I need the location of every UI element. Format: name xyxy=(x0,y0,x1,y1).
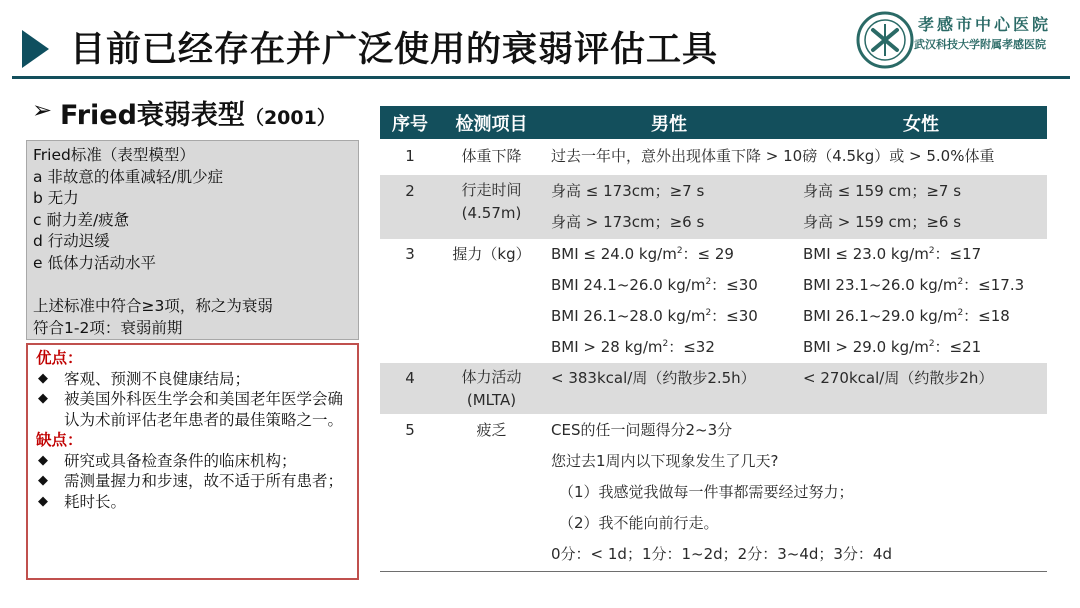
cell-male xyxy=(543,239,795,363)
cell-item: 疲乏 xyxy=(440,414,543,572)
title-arrow-icon xyxy=(22,30,49,68)
list-item: ◆ 耗时长。 xyxy=(38,492,127,511)
bmi-line: BMI > 28 $kg/m^2$：≤32 xyxy=(551,338,715,356)
criterion-item: d 行动迟缓 xyxy=(33,232,110,250)
pros-cons-box xyxy=(26,343,359,580)
diamond-bullet-icon: ◆ xyxy=(38,452,48,468)
conclusion-prefrail: 符合1-2项：衰弱前期 xyxy=(33,318,183,337)
cell-female: 身高 ≤ 159 cm；≥7 s 身高 > 159 cm；≥6 s xyxy=(795,175,1047,239)
pros-label: 优点： xyxy=(36,349,83,367)
section-title-text: Fried衰弱表型 xyxy=(60,100,245,131)
spacer xyxy=(33,274,352,296)
hospital-name: 孝感市中心医院 xyxy=(918,15,1052,34)
cell-item: 行走时间 (4.57m) xyxy=(440,175,543,239)
list-item: ◆ 客观、预测不良健康结局； xyxy=(38,369,251,388)
pros-list xyxy=(36,369,349,431)
bmi-line: BMI 26.1~28.0 $kg/m^2$：≤30 xyxy=(551,307,758,325)
table-row xyxy=(380,363,1047,414)
table-header-row xyxy=(380,106,1047,139)
table-row xyxy=(380,414,1047,572)
cell-item: 体力活动 (MLTA) xyxy=(440,363,543,414)
fried-heading: Fried标准（表型模型） xyxy=(33,146,195,164)
assessment-table xyxy=(380,106,1047,572)
hospital-subname: 武汉科技大学附属孝感医院 xyxy=(914,38,1046,51)
list-item: ◆ 需测量握力和步速，故不适于所有患者； xyxy=(38,472,344,490)
cons-list xyxy=(36,451,349,513)
section-title xyxy=(60,93,336,132)
bmi-line: BMI 26.1~29.0 $kg/m^2$：≤18 xyxy=(803,307,1010,325)
cell-item: 体重下降 xyxy=(461,147,522,165)
cell-item: 握力（kg） xyxy=(452,245,531,263)
cell-male: < 383kcal/周（约散步2.5h） xyxy=(543,363,795,414)
bmi-line: BMI > 29.0 $kg/m^2$：≤21 xyxy=(803,338,982,356)
table-row xyxy=(380,239,1047,363)
cell-male: 身高 ≤ 173cm；≥7 s 身高 > 173cm；≥6 s xyxy=(543,175,795,239)
fried-criteria-box xyxy=(26,140,359,340)
criterion-item: b 无力 xyxy=(33,189,79,207)
header-male: 男性 xyxy=(543,106,795,139)
cell-no: 5 xyxy=(380,414,440,572)
section-arrow-icon: ➢ xyxy=(32,96,53,124)
list-item: ◆ 被美国外科医生学会和美国老年医学会确认为术前评估老年患者的最佳策略之一。 xyxy=(38,390,344,429)
cell-merged: 过去一年中，意外出现体重下降 > 10磅（4.5kg）或 > 5.0%体重 xyxy=(551,147,995,165)
section-year: （2001） xyxy=(244,107,336,129)
criterion-item: e 低体力活动水平 xyxy=(33,253,156,272)
hospital-logo-icon xyxy=(855,10,915,70)
cons-label: 缺点： xyxy=(36,431,83,449)
table-row xyxy=(380,175,1047,239)
conclusion-frail: 上述标准中符合≥3项，称之为衰弱 xyxy=(33,297,273,315)
bmi-line: BMI ≤ 24.0 $kg/m^2$：≤ 29 xyxy=(551,245,734,263)
bmi-line: BMI ≤ 23.0 $kg/m^2$：≤17 xyxy=(803,245,982,263)
cell-no: 4 xyxy=(380,363,440,414)
header-female: 女性 xyxy=(795,106,1047,139)
list-item: ◆ 研究或具备检查条件的临床机构； xyxy=(38,451,297,470)
title-divider xyxy=(12,76,1070,79)
criterion-item: c 耐力差/疲惫 xyxy=(33,210,130,229)
cell-merged: CES的任一问题得分2~3分 您过去1周内以下现象发生了几天? （1）我感觉我做每一件事都需要经过努力； （2）我不能向前行走。 0分：< 1d；1分：1~2d；2分：3~4d；3分：4d xyxy=(543,414,1047,572)
header-item: 检测项目 xyxy=(440,106,543,139)
bmi-line: BMI 23.1~26.0 $kg/m^2$：≤17.3 xyxy=(803,276,1025,294)
cell-no: 2 xyxy=(380,175,440,239)
cell-female xyxy=(795,239,1047,363)
diamond-bullet-icon: ◆ xyxy=(38,391,48,406)
cell-female: < 270kcal/周（约散步2h） xyxy=(795,363,1047,414)
cell-no: 3 xyxy=(405,245,415,263)
criterion-item: a 非故意的体重减轻/肌少症 xyxy=(33,167,224,186)
diamond-bullet-icon: ◆ xyxy=(38,370,48,386)
header-no: 序号 xyxy=(380,106,440,139)
slide-title: 目前已经存在并广泛使用的衰弱评估工具 xyxy=(70,30,719,70)
table-row xyxy=(380,139,1047,175)
cell-no: 1 xyxy=(405,147,415,165)
diamond-bullet-icon: ◆ xyxy=(38,473,48,488)
diamond-bullet-icon: ◆ xyxy=(38,493,48,509)
bmi-line: BMI 24.1~26.0 $kg/m^2$：≤30 xyxy=(551,276,758,294)
